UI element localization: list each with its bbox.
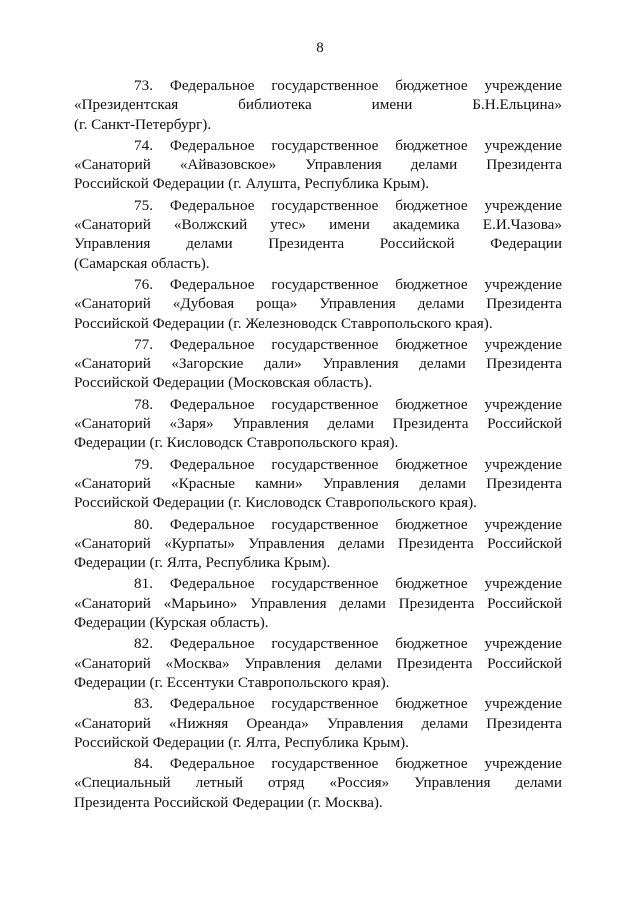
list-item-text-line: «Санаторий «Дубовая роща» Управления делами Президента — [74, 295, 562, 313]
list-item — [74, 275, 562, 333]
list-item — [74, 515, 562, 573]
list-item-text-line: (г. Санкт-Петербург). — [74, 115, 212, 133]
list-item-text-line: Российской Федерации (г. Алушта, Республика Крым). — [74, 175, 430, 193]
list-item-text-line: Управления делами Президента Российской Федерации — [74, 235, 562, 253]
list-item-text-line: «Санаторий «Заря» Управления делами Президента Российской — [74, 415, 562, 433]
list-item-text-line: Российской Федерации (г. Ялта, Республика Крым). — [74, 733, 409, 751]
list-item — [74, 694, 562, 752]
list-item-text-line: Федерации (г. Ялта, Республика Крым). — [74, 554, 331, 572]
list-item-number-line: 76. Федеральное государственное бюджетное учреждение — [134, 275, 562, 293]
list-item-number-line: 83. Федеральное государственное бюджетное учреждение — [134, 695, 562, 713]
list-item-number-line: 80. Федеральное государственное бюджетное учреждение — [134, 515, 562, 533]
list-item-number-line: 74. Федеральное государственное бюджетное учреждение — [134, 136, 562, 154]
list-item-text-line: «Специальный летный отряд «Россия» Управления делами — [74, 774, 562, 792]
list-item-number-line: 79. Федеральное государственное бюджетное учреждение — [134, 455, 562, 473]
list-item-number-line: 82. Федеральное государственное бюджетное учреждение — [134, 635, 562, 653]
list-item-text-line: «Санаторий «Курпаты» Управления делами Президента Российской — [74, 534, 562, 552]
list-item — [74, 136, 562, 194]
list-item-text-line: «Санаторий «Москва» Управления делами Президента Российской — [74, 654, 562, 672]
list-item-number-line: 81. Федеральное государственное бюджетное учреждение — [134, 575, 562, 593]
list-item — [74, 76, 562, 134]
list-item — [74, 634, 562, 692]
list-item — [74, 574, 562, 632]
list-item-text-line: «Санаторий «Загорские дали» Управления делами Президента — [74, 355, 562, 373]
list-item-number-line: 75. Федеральное государственное бюджетное учреждение — [134, 196, 562, 214]
list-item-text-line: Российской Федерации (г. Кисловодск Ставропольского края). — [74, 494, 477, 512]
list-item-text-line: «Санаторий «Айвазовское» Управления делами Президента — [74, 156, 562, 174]
list-item-text-line: Федерации (Курская область). — [74, 614, 269, 632]
list-item-text-line: Президента Российской Федерации (г. Москва). — [74, 793, 383, 811]
list-item-text-line: (Самарская область). — [74, 254, 210, 272]
list-item-text-line: Федерации (г. Ессентуки Ставропольского края). — [74, 673, 390, 691]
list-item-number-line: 73. Федеральное государственное бюджетное учреждение — [134, 77, 562, 94]
list-item-number-line: 77. Федеральное государственное бюджетное учреждение — [134, 335, 562, 353]
document-body — [74, 76, 562, 814]
list-item-text-line: «Санаторий «Волжский утес» имени академика Е.И.Чазова» — [74, 216, 562, 234]
list-item — [74, 455, 562, 513]
list-item-text-line: «Санаторий «Марьино» Управления делами Президента Российской — [74, 594, 562, 612]
list-item — [74, 335, 562, 393]
list-item-number-line: 84. Федеральное государственное бюджетное учреждение — [134, 755, 562, 773]
list-item — [74, 395, 562, 453]
list-item-text-line: «Санаторий «Красные камни» Управления делами Президента — [74, 474, 562, 492]
list-item-number-line: 78. Федеральное государственное бюджетное учреждение — [134, 395, 562, 413]
list-item-text-line: «Президентская библиотека имени Б.Н.Ельцина» — [74, 96, 562, 114]
list-item — [74, 196, 562, 273]
list-item — [74, 754, 562, 812]
list-item-text-line: Российской Федерации (Московская область). — [74, 374, 373, 392]
list-item-text-line: «Санаторий «Нижняя Ореанда» Управления делами Президента — [74, 714, 562, 732]
list-item-text-line: Российской Федерации (г. Железноводск Ставропольского края). — [74, 314, 493, 332]
list-item-text-line: Федерации (г. Кисловодск Ставропольского края). — [74, 434, 399, 452]
page-number: 8 — [316, 40, 324, 56]
